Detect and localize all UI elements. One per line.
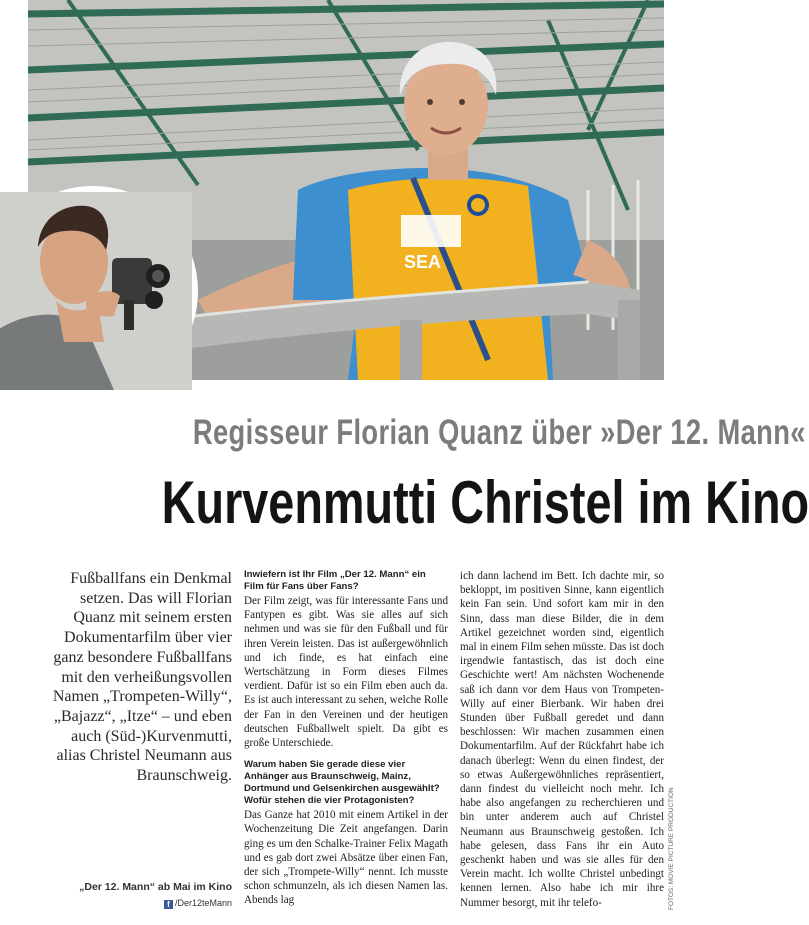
- interview-question-2: Warum haben Sie gerade diese vier Anhänger aus Braunschweig, Mainz, Dortmund und Gelsenkirchen ausgewählt? Wofür stehen die vier Protagonisten?: [244, 759, 440, 807]
- intro-text: Fußballfans ein Denkmal setzen. Das will Florian Quanz mit seinem ersten Dokumentarfilm über vier ganz besondere Fußballfans mit den verheißungsvollen Namen „Trompeten-Willy“, „Bajazz“, „Itze“ – und eben auch (Süd-)Kurvenmutti, alias Christel Neumann aus Braunschweig.: [52, 570, 232, 785]
- release-info: „Der 12. Mann“ ab Mai im Kino: [79, 881, 232, 893]
- interview-answer-2: Das Ganze hat 2010 mit einem Artikel in der Wochenzeitung Die Zeit angefangen. Darin ging es um den Schalke-Trainer Felix Magath und es gab dort zwei Absätze über einen Fan, der sich „Trompete-Willy“ nennt. Ich musste schon schmunzeln, als ich diesen Namen las. Abends lag: [244, 809, 448, 907]
- intro-block: [38, 569, 232, 786]
- facebook-icon: f: [164, 900, 173, 909]
- headline-kicker: Regisseur Florian Quanz über »Der 12. Mann«: [192, 413, 806, 452]
- facebook-handle: /Der12teMann: [174, 898, 232, 908]
- headline-title: Kurvenmutti Christel im Kino: [161, 469, 809, 536]
- photo-credit: FOTOS: MOVIE PICTURE PRODUCTION: [668, 787, 675, 910]
- interview-answer-2-continued: ich dann lachend im Bett. Ich dachte mir, so bekloppt, im positiven Sinne, kann eigentlich kein Fan sein. Und sofort kam mir in den Sinn, dass man diese Bilder, die in dem Artikel gezeichnet worden sind, eigentlich mal in einem Film sehen müsste. Das ist doch irgendwie fantastisch, das ist doch eine Geschichte wert! Am nächsten Wochenende saß ich dann vor dem Haus von Trompeten-Willy auf einer Bierbank. Wir haben drei Stunden über Fußball geredet und dann beschlossen: Wir machen zusammen einen Dokumentarfilm. Auf der Rückfahrt habe ich danach überlegt: Wenn du einen findest, der so etwas Außergewöhnliches repräsentiert, dann findest du vielleicht noch mehr. Ich habe also angefangen zu recherchieren und bin unter anderem auch auf Christel Neumann aus Braunschweig gestoßen. Ich habe gelesen, dass Fans ihr ein Auto geschenkt haben und was sie alles für den Verein macht. Ich wollte Christel unbedingt kennen lernen. Also habe ich mir ihre Nummer besorgt, mit ihr telefo-: [460, 570, 664, 909]
- jersey-sponsor-text: SEA: [404, 252, 442, 272]
- facebook-info: [38, 898, 232, 909]
- interview-column-1: [244, 569, 448, 908]
- interview-answer-1: Der Film zeigt, was für interessante Fans und Fantypen es gibt. Was sie alles auf sich nehmen und was sie für den Fußball und für ihren Verein leisten. Das ist außergewöhnlich und ich finde, es hat einfach eine Wertschätzung in Form dieses Filmes verdient. Dafür ist so ein Film eben auch da. Es ist auch interessant zu sehen, welche Rolle der Fan in den Vereinen und der heutigen deutschen Fußballwelt spielt. Da gibt es große Unterschiede.: [244, 595, 448, 750]
- interview-column-2: [460, 569, 664, 910]
- interview-question-1: Inwiefern ist Ihr Film „Der 12. Mann“ ein Film für Fans über Fans?: [244, 569, 426, 592]
- portrait-scene: [0, 192, 192, 390]
- portrait-photo: [0, 186, 198, 396]
